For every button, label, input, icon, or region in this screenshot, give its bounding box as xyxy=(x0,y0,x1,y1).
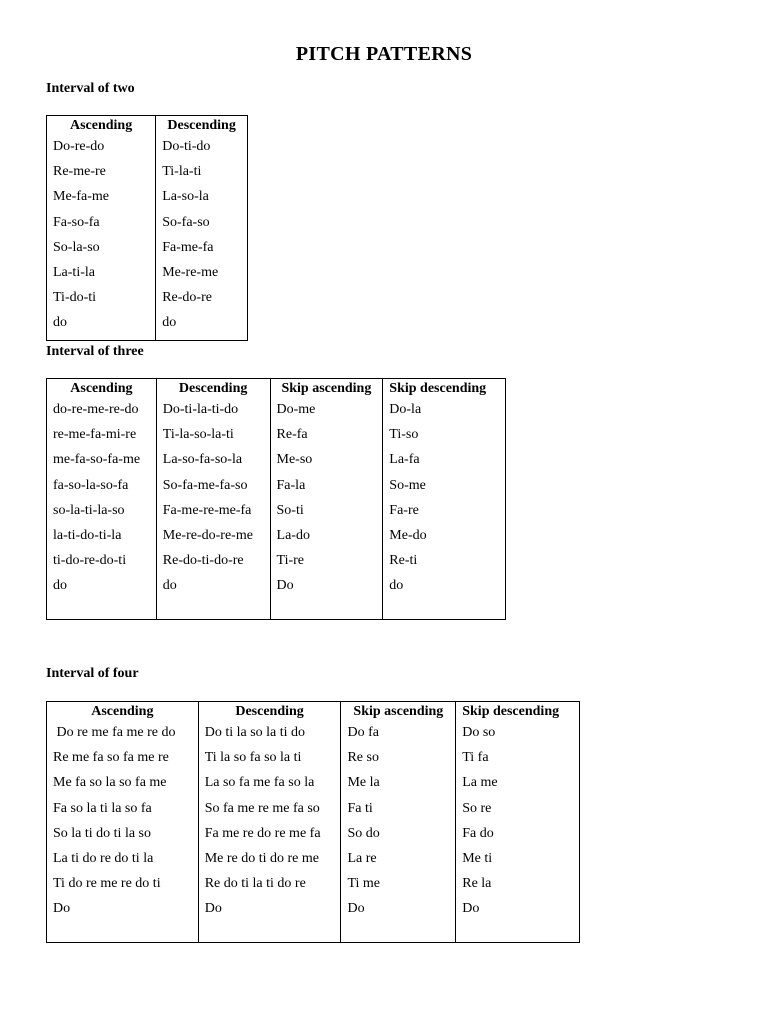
table-row xyxy=(47,527,506,552)
table-row xyxy=(47,825,580,850)
table-cell: So-fa-so xyxy=(156,214,248,239)
table-cell: Do re me fa me re do xyxy=(47,724,199,749)
table-cell: Ti me xyxy=(341,875,456,900)
table-row xyxy=(47,188,248,213)
table-row xyxy=(47,774,580,799)
table-row-empty xyxy=(47,928,580,943)
table-cell: So-ti xyxy=(270,502,383,527)
table-cell: Me fa so la so fa me xyxy=(47,774,199,799)
table-cell: fa-so-la-so-fa xyxy=(47,477,157,502)
table-cell: Do xyxy=(270,577,383,605)
table-cell: Re-do-ti-do-re xyxy=(156,552,270,577)
column-header: Descending xyxy=(156,116,248,139)
table-cell: Me-re-do-re-me xyxy=(156,527,270,552)
column-header: Ascending xyxy=(47,379,157,402)
table-cell: Do-re-do xyxy=(47,138,156,163)
table-cell: La-ti-la xyxy=(47,264,156,289)
table-cell: Do xyxy=(198,900,341,928)
table-cell: Me-re-me xyxy=(156,264,248,289)
section-heading-interval-two: Interval of two xyxy=(46,81,135,96)
table-row xyxy=(47,800,580,825)
table-interval-two xyxy=(46,115,248,341)
table-cell: Ti fa xyxy=(456,749,580,774)
table-cell: Me la xyxy=(341,774,456,799)
table-cell: Me-so xyxy=(270,451,383,476)
table-cell: Re so xyxy=(341,749,456,774)
table-cell: Me re do ti do re me xyxy=(198,850,341,875)
table-cell: Ti-la-so-la-ti xyxy=(156,426,270,451)
table-cell: do xyxy=(47,577,157,605)
table-cell: Do fa xyxy=(341,724,456,749)
table-cell: Ti do re me re do ti xyxy=(47,875,199,900)
table-row xyxy=(47,900,580,928)
table-cell: Re-do-re xyxy=(156,289,248,314)
table-row xyxy=(47,502,506,527)
table-cell: la-ti-do-ti-la xyxy=(47,527,157,552)
table-cell: Re-me-re xyxy=(47,163,156,188)
column-header: Skip descending xyxy=(456,702,580,725)
table-cell: Fa-me-fa xyxy=(156,239,248,264)
table-cell: Ti-so xyxy=(383,426,506,451)
table-cell: Do xyxy=(456,900,580,928)
table-cell: Fa so la ti la so fa xyxy=(47,800,199,825)
table-row xyxy=(47,875,580,900)
table-row xyxy=(47,214,248,239)
table-cell: do xyxy=(383,577,506,605)
table-cell: So do xyxy=(341,825,456,850)
table-row xyxy=(47,477,506,502)
table-cell: Me-fa-me xyxy=(47,188,156,213)
table-row xyxy=(47,749,580,774)
table-cell: Ti la so fa so la ti xyxy=(198,749,341,774)
page-title: PITCH PATTERNS xyxy=(295,43,473,65)
table-row xyxy=(47,314,248,340)
table-cell: Re do ti la ti do re xyxy=(198,875,341,900)
table-cell: Ti-re xyxy=(270,552,383,577)
table-cell: Fa-me-re-me-fa xyxy=(156,502,270,527)
table-cell: Do ti la so la ti do xyxy=(198,724,341,749)
column-header: Skip ascending xyxy=(270,379,383,402)
table-row xyxy=(47,724,580,749)
table-cell: La ti do re do ti la xyxy=(47,850,199,875)
table-row xyxy=(47,264,248,289)
table-cell: So-fa-me-fa-so xyxy=(156,477,270,502)
table-row xyxy=(47,552,506,577)
table-row xyxy=(47,163,248,188)
table-cell: Fa me re do re me fa xyxy=(198,825,341,850)
table-row xyxy=(47,138,248,163)
table-cell: So-me xyxy=(383,477,506,502)
column-header: Ascending xyxy=(47,702,199,725)
table-header-row xyxy=(47,379,506,402)
table-cell: re-me-fa-mi-re xyxy=(47,426,157,451)
table-cell: Ti-la-ti xyxy=(156,163,248,188)
table-row xyxy=(47,401,506,426)
table-cell: Re-fa xyxy=(270,426,383,451)
table-cell: Do-ti-la-ti-do xyxy=(156,401,270,426)
table-cell: La-so-la xyxy=(156,188,248,213)
table-cell: Fa-re xyxy=(383,502,506,527)
table-header-row xyxy=(47,702,580,725)
table-row xyxy=(47,577,506,605)
table-cell: So-la-so xyxy=(47,239,156,264)
table-row xyxy=(47,426,506,451)
table-row xyxy=(47,239,248,264)
table-cell: Fa ti xyxy=(341,800,456,825)
section-heading-interval-three: Interval of three xyxy=(46,344,144,359)
table-cell: so-la-ti-la-so xyxy=(47,502,157,527)
table-header-row xyxy=(47,116,248,139)
table-cell: Re me fa so fa me re xyxy=(47,749,199,774)
column-header: Descending xyxy=(156,379,270,402)
table-cell: Fa-so-fa xyxy=(47,214,156,239)
table-row xyxy=(47,451,506,476)
table-cell: Me-do xyxy=(383,527,506,552)
column-header: Skip descending xyxy=(383,379,506,402)
table-cell: So fa me re me fa so xyxy=(198,800,341,825)
table-cell: So la ti do ti la so xyxy=(47,825,199,850)
column-header: Ascending xyxy=(47,116,156,139)
table-cell: Do xyxy=(47,900,199,928)
column-header: Skip ascending xyxy=(341,702,456,725)
table-cell: La so fa me fa so la xyxy=(198,774,341,799)
table-cell: La-fa xyxy=(383,451,506,476)
table-row xyxy=(47,289,248,314)
table-cell: So re xyxy=(456,800,580,825)
table-cell: Re la xyxy=(456,875,580,900)
table-cell: Me ti xyxy=(456,850,580,875)
table-interval-three xyxy=(46,378,506,620)
table-cell: La-so-fa-so-la xyxy=(156,451,270,476)
table-cell: Do xyxy=(341,900,456,928)
table-cell: Re-ti xyxy=(383,552,506,577)
table-cell: do xyxy=(47,314,156,340)
table-cell: Do so xyxy=(456,724,580,749)
table-cell: Ti-do-ti xyxy=(47,289,156,314)
table-cell: La me xyxy=(456,774,580,799)
table-cell: Fa-la xyxy=(270,477,383,502)
table-cell: La re xyxy=(341,850,456,875)
table-interval-four xyxy=(46,701,580,943)
table-cell: Do-ti-do xyxy=(156,138,248,163)
table-cell: do xyxy=(156,314,248,340)
table-cell: ti-do-re-do-ti xyxy=(47,552,157,577)
table-row-empty xyxy=(47,605,506,620)
table-cell: Do-me xyxy=(270,401,383,426)
table-cell: Do-la xyxy=(383,401,506,426)
table-cell: La-do xyxy=(270,527,383,552)
table-cell: do xyxy=(156,577,270,605)
table-cell: Fa do xyxy=(456,825,580,850)
table-cell: me-fa-so-fa-me xyxy=(47,451,157,476)
section-heading-interval-four: Interval of four xyxy=(46,666,139,681)
table-cell: do-re-me-re-do xyxy=(47,401,157,426)
table-row xyxy=(47,850,580,875)
column-header: Descending xyxy=(198,702,341,725)
